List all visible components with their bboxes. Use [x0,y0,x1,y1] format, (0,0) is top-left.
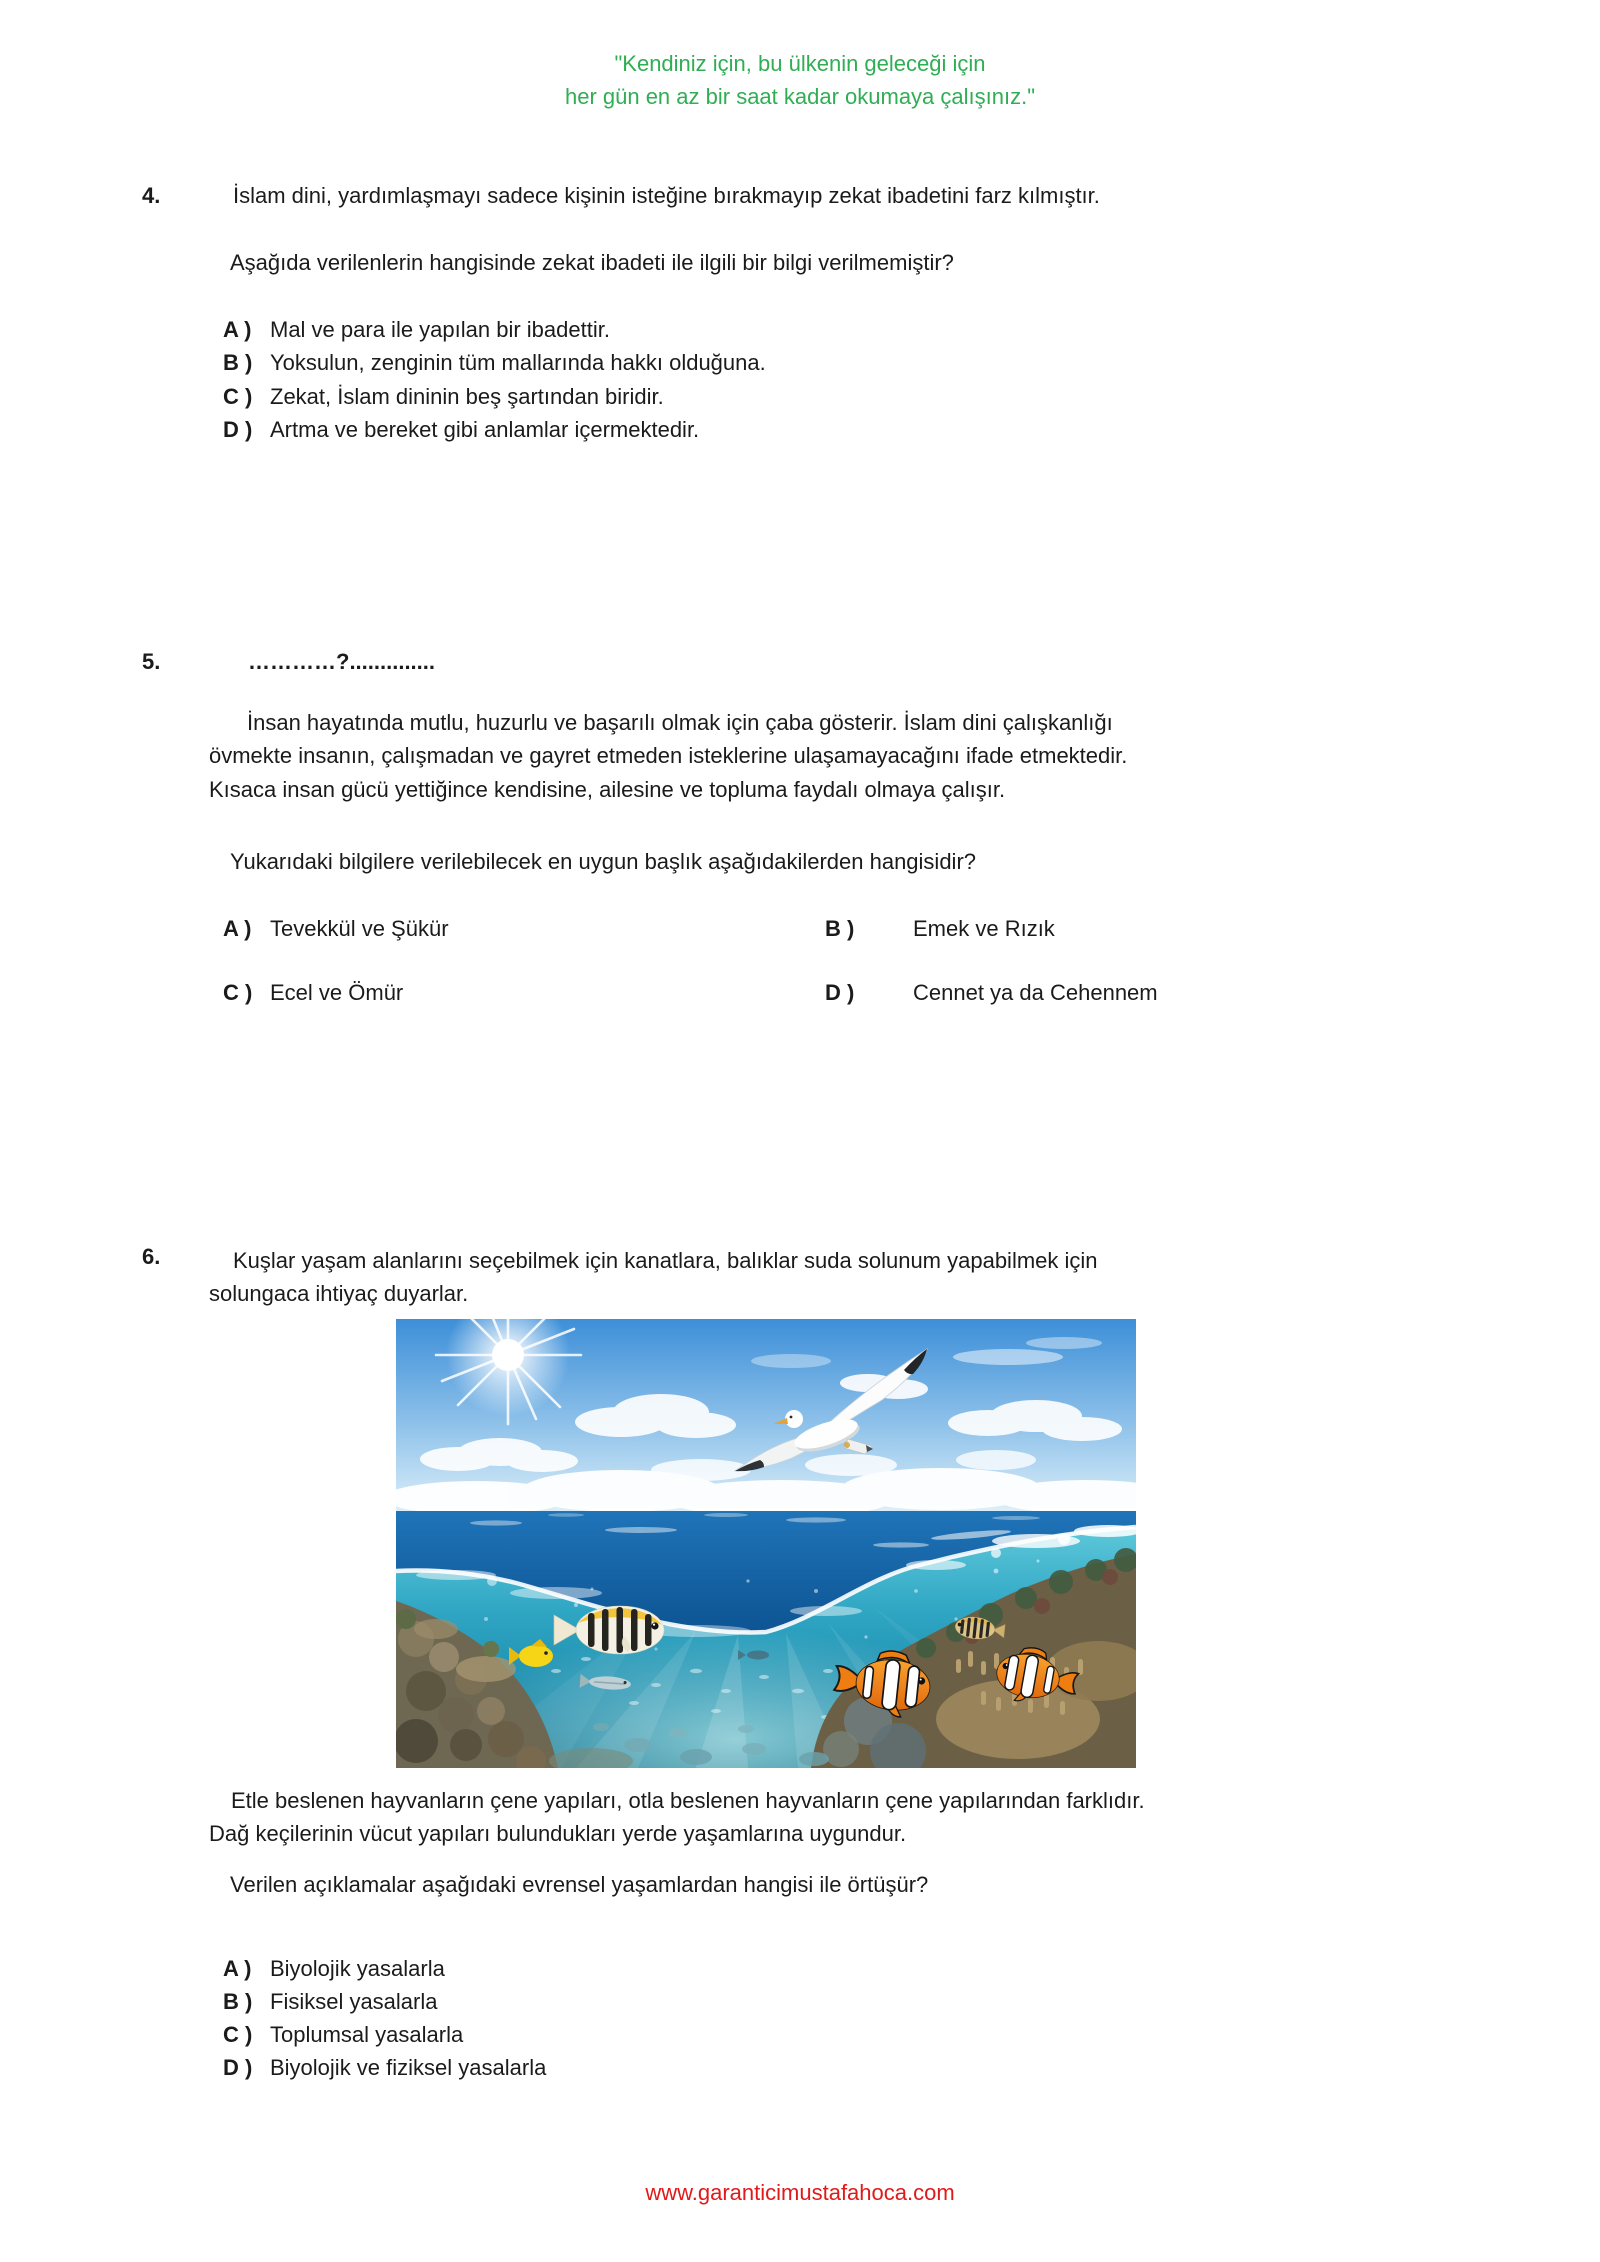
option-letter: A ) [223,1956,252,1981]
question-6-number: 6. [142,1244,161,1269]
option-a [223,1952,546,1985]
sky [396,1319,1136,1518]
header-quote-line-1: "Kendiniz için, bu ülkenin geleceği için [614,51,986,76]
option-text: Mal ve para ile yapılan bir ibadettir. [270,317,610,342]
option-text: Fisiksel yasalarla [270,1989,438,2014]
option-text: Toplumsal yasalarla [270,2022,464,2047]
paragraph-line: İnsan hayatında mutlu, huzurlu ve başarılı olmak için çaba gösterir. İslam dini çalışkanlığı [247,710,1113,735]
option-text: Cennet ya da Cehennem [913,980,1158,1005]
option-c [223,2018,546,2051]
question-5-paragraph [209,706,1127,806]
option-text: Biyolojik ve fiziksel yasalarla [270,2055,547,2080]
question-6-paragraph [209,1784,1145,1851]
option-letter: B ) [223,350,253,376]
option-letter: C ) [223,2022,253,2047]
paragraph-line: solungaca ihtiyaç duyarlar. [209,1281,469,1307]
option-text: Emek ve Rızık [913,916,1055,941]
option-b [223,346,766,379]
option-letter: A ) [223,317,252,342]
question-5-title-dots: …………?.............. [248,649,436,674]
option-letter: D ) [223,417,253,443]
option-d [223,413,766,446]
option-c [223,380,766,413]
option-d [223,2051,546,2084]
option-letter: B ) [223,1989,253,2014]
option-text: Zekat, İslam dininin beş şartından biridir. [270,383,664,409]
option-text: Tevekkül ve Şükür [270,916,449,941]
footer-url: www.garanticimustafahoca.com [645,2180,955,2205]
option-b [223,1985,546,2018]
question-6-intro [209,1244,1098,1311]
option-a [223,313,766,346]
question-4-prompt: Aşağıda verilenlerin hangisinde zekat ibadeti ile ilgili bir bilgi verilmemiştir? [230,250,954,275]
option-letter: B ) [825,916,855,941]
question-4-options [223,313,766,447]
option-text: Ecel ve Ömür [270,980,404,1005]
option-text: Artma ve bereket gibi anlamlar içermektedir. [270,417,700,443]
option-letter: D ) [223,2055,253,2080]
paragraph-line: Kısaca insan gücü yettiğince kendisine, ailesine ve topluma faydalı olmaya çalışır. [209,776,1006,802]
question-6-options [223,1952,546,2084]
option-text: Yoksulun, zenginin tüm mallarında hakkı olduğuna. [270,350,766,376]
question-4-intro: İslam dini, yardımlaşmayı sadece kişinin isteğine bırakmayıp zekat ibadetini farz kılmıştır. [233,183,1100,208]
ocean-split-view-image [396,1319,1136,1768]
header-quote-line-2: her gün en az bir saat kadar okumaya çalışınız." [564,84,1036,109]
paragraph-line: Etle beslenen hayvanların çene yapıları, otla beslenen hayvanların çene yapılarından farklıdır. [231,1788,1145,1813]
option-letter: C ) [223,383,253,409]
option-c [223,976,403,1009]
option-b [825,912,1055,945]
paragraph-line: Kuşlar yaşam alanlarını seçebilmek için kanatlara, balıklar suda solunum yapabilmek için [233,1248,1098,1273]
question-6-prompt: Verilen açıklamalar aşağıdaki evrensel yaşamlardan hangisi ile örtüşür? [230,1872,929,1897]
option-text: Biyolojik yasalarla [270,1956,445,1981]
question-5-number: 5. [142,649,161,674]
option-letter: D ) [825,980,855,1005]
question-5-prompt: Yukarıdaki bilgilere verilebilecek en uygun başlık aşağıdakilerden hangisidir? [230,849,977,874]
option-letter: A ) [223,916,252,941]
option-d [825,976,1158,1009]
paragraph-line: Dağ keçilerinin vücut yapıları bulundukları yerde yaşamlarına uygundur. [209,1821,907,1847]
paragraph-line: övmekte insanın, çalışmadan ve gayret etmeden isteklerine ulaşamayacağını ifade etmektedir. [209,743,1128,769]
question-4-number: 4. [142,183,161,208]
option-letter: C ) [223,980,253,1005]
option-a [223,912,449,945]
